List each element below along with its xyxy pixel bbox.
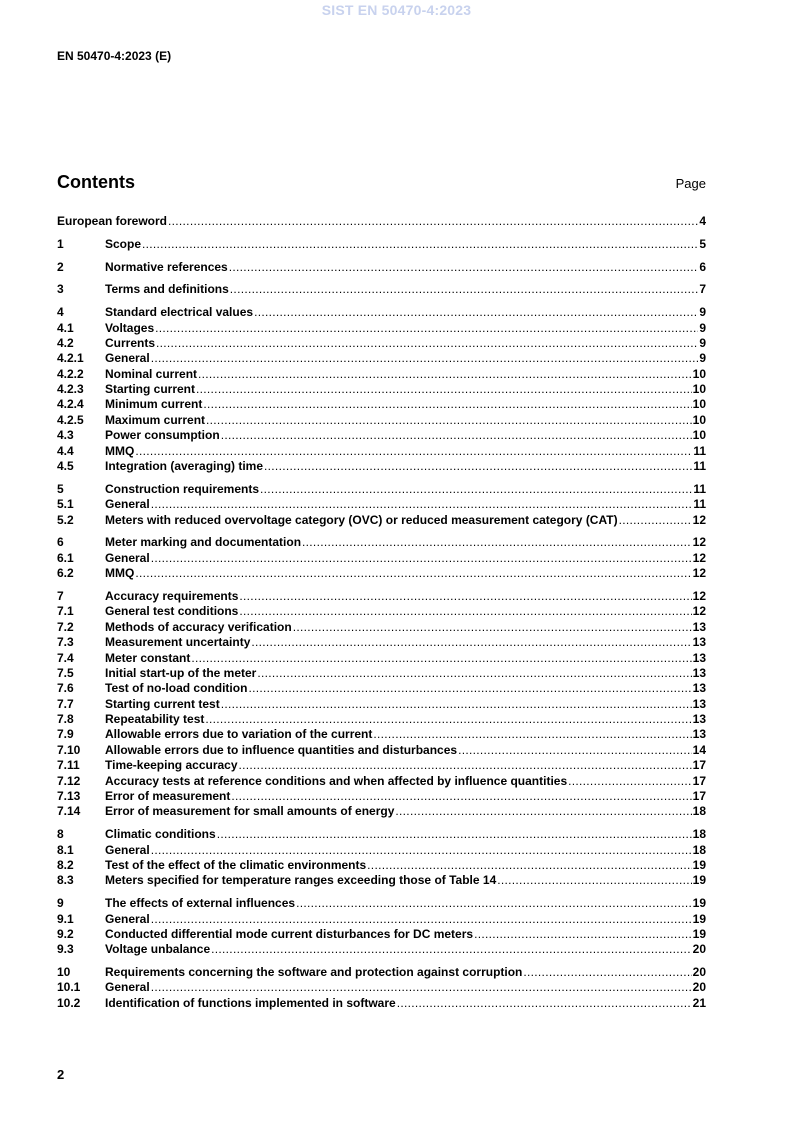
toc-dot-leader: [254, 305, 698, 320]
toc-entry-page: 9: [699, 320, 706, 335]
toc-dot-leader: [203, 397, 691, 412]
toc-entry-number: 3: [57, 282, 64, 297]
toc-entry-title: Measurement uncertainty: [105, 635, 251, 650]
toc-entry-title: Initial start-up of the meter: [105, 665, 257, 680]
toc-entry-title: Error of measurement for small amounts of energy: [105, 804, 395, 819]
toc-entry[interactable]: [57, 896, 706, 911]
toc-dot-leader: [251, 635, 691, 650]
toc-entry-title: General: [105, 980, 150, 995]
toc-dot-leader: [229, 260, 699, 275]
toc-dot-leader: [239, 758, 692, 773]
toc-entry-number: 7.1: [57, 604, 74, 619]
watermark: SIST EN 50470-4:2023: [321, 2, 472, 18]
toc-entry-title: European foreword: [57, 214, 168, 228]
toc-entry[interactable]: [57, 535, 706, 550]
toc-entry-title: Methods of accuracy verification: [105, 619, 292, 634]
toc-dot-leader: [296, 896, 692, 911]
toc-dot-leader: [248, 681, 691, 696]
toc-entry-number: 7.7: [57, 696, 74, 711]
toc-dot-leader: [239, 604, 691, 619]
toc-entry-number: 4.3: [57, 428, 74, 443]
toc-dot-leader: [217, 827, 692, 842]
toc-entry-page: 11: [693, 443, 706, 458]
toc-entry-title: Power consumption: [105, 428, 220, 443]
table-of-contents: [57, 214, 706, 1019]
toc-dot-leader: [151, 980, 692, 995]
toc-dot-leader: [151, 551, 692, 566]
toc-entry-page: 9: [699, 335, 706, 350]
toc-entry-number: 1: [57, 236, 64, 251]
toc-entry-number: 4.2.5: [57, 412, 84, 427]
toc-entry-number: 4.2: [57, 335, 74, 350]
toc-entry[interactable]: [57, 351, 706, 366]
toc-dot-leader: [156, 336, 698, 351]
toc-entry-title: Minimum current: [105, 397, 203, 412]
toc-entry-page: 20: [692, 965, 706, 980]
toc-dot-leader: [497, 873, 691, 888]
toc-entry[interactable]: [57, 827, 706, 842]
toc-entry[interactable]: [57, 651, 706, 666]
toc-dot-leader: [142, 237, 698, 252]
toc-entry[interactable]: [57, 497, 706, 512]
toc-entry-page: 20: [692, 942, 706, 957]
toc-entry[interactable]: [57, 789, 706, 804]
toc-entry[interactable]: [57, 604, 706, 619]
toc-entry-title: Normative references: [105, 259, 228, 274]
toc-entry-number: 10.2: [57, 995, 81, 1010]
toc-entry-title: Meters with reduced overvoltage category (OVC) or reduced measurement category (CAT): [105, 512, 618, 527]
toc-entry-title: MMQ: [105, 443, 135, 458]
toc-entry[interactable]: [57, 912, 706, 927]
toc-dot-leader: [257, 666, 691, 681]
toc-entry-page: 10: [692, 412, 706, 427]
toc-entry-title: Integration (averaging) time: [105, 459, 264, 474]
toc-entry-title: General: [105, 842, 150, 857]
toc-dot-leader: [151, 497, 693, 512]
toc-entry-page: 18: [692, 804, 706, 819]
toc-entry[interactable]: [57, 727, 706, 742]
toc-entry-page: 13: [692, 696, 706, 711]
toc-entry[interactable]: [57, 681, 706, 696]
toc-entry-page: 13: [692, 665, 706, 680]
toc-entry-number: 7.10: [57, 742, 81, 757]
toc-entry-title: Terms and definitions: [105, 282, 229, 297]
toc-entry[interactable]: [57, 413, 706, 428]
toc-entry-title: General: [105, 351, 150, 366]
toc-entry-page: 13: [692, 619, 706, 634]
toc-entry-number: 4.2.3: [57, 382, 84, 397]
toc-entry-title: MMQ: [105, 566, 135, 581]
toc-entry-title: Meters specified for temperature ranges exceeding those of Table 14: [105, 873, 497, 888]
toc-entry[interactable]: [57, 712, 706, 727]
toc-group: [57, 237, 706, 252]
toc-entry-title: Voltage unbalance: [105, 942, 211, 957]
toc-entry-title: General test conditions: [105, 604, 239, 619]
toc-entry-title: Maximum current: [105, 412, 206, 427]
toc-entry-title: Construction requirements: [105, 481, 260, 496]
toc-entry-page: 7: [699, 282, 706, 297]
toc-entry-page: 13: [692, 635, 706, 650]
toc-entry-number: 7.5: [57, 665, 74, 680]
toc-dot-leader: [231, 789, 691, 804]
toc-entry[interactable]: [57, 980, 706, 995]
toc-entry-page: 17: [692, 758, 706, 773]
toc-entry[interactable]: [57, 666, 706, 681]
toc-entry-title: General: [105, 550, 150, 565]
toc-entry[interactable]: [57, 551, 706, 566]
page-column-label: Page: [675, 176, 706, 191]
toc-entry-number: 8.1: [57, 842, 74, 857]
toc-entry[interactable]: [57, 804, 706, 819]
toc-group: [57, 260, 706, 275]
toc-entry-title: Standard electrical values: [105, 305, 254, 320]
toc-entry-page: 10: [692, 382, 706, 397]
toc-entry-number: 7.4: [57, 650, 74, 665]
toc-entry[interactable]: [57, 843, 706, 858]
toc-entry[interactable]: [57, 589, 706, 604]
toc-entry-title: Starting current test: [105, 696, 220, 711]
toc-entry[interactable]: [57, 336, 706, 351]
toc-entry-page: 5: [699, 236, 706, 251]
toc-entry-number: 9: [57, 896, 64, 911]
toc-dot-leader: [264, 459, 692, 474]
toc-entry-title: Accuracy requirements: [105, 588, 239, 603]
toc-entry-page: 14: [692, 742, 706, 757]
toc-entry-page: 13: [692, 712, 706, 727]
toc-entry[interactable]: [57, 873, 706, 888]
toc-dot-leader: [260, 482, 692, 497]
toc-entry-number: 7.11: [57, 758, 80, 773]
toc-entry-page: 21: [692, 995, 706, 1010]
toc-entry[interactable]: [57, 758, 706, 773]
toc-entry-number: 8.2: [57, 857, 74, 872]
toc-dot-leader: [239, 589, 691, 604]
toc-entry-title: Meter constant: [105, 650, 191, 665]
toc-entry-page: 12: [692, 512, 706, 527]
toc-dot-leader: [211, 942, 692, 957]
toc-dot-leader: [135, 566, 691, 581]
toc-entry-title: Repeatability test: [105, 712, 205, 727]
toc-dot-leader: [458, 743, 692, 758]
toc-entry-page: 13: [692, 650, 706, 665]
toc-entry-page: 11: [693, 459, 706, 474]
toc-entry-title: Scope: [105, 236, 142, 251]
toc-entry-number: 4.2.4: [57, 397, 84, 412]
toc-dot-leader: [395, 804, 691, 819]
toc-entry-title: The effects of external influences: [105, 896, 296, 911]
toc-dot-leader: [302, 535, 692, 550]
toc-dot-leader: [191, 651, 691, 666]
toc-entry[interactable]: [57, 305, 706, 320]
toc-entry-page: 10: [692, 397, 706, 412]
toc-entry-number: 9.1: [57, 911, 74, 926]
toc-entry-title: Test of the effect of the climatic environments: [105, 857, 367, 872]
toc-entry-number: 7: [57, 588, 64, 603]
toc-entry[interactable]: [57, 282, 706, 297]
toc-entry-page: 12: [692, 604, 706, 619]
toc-dot-leader: [367, 858, 691, 873]
toc-entry-title: General: [105, 497, 150, 512]
toc-entry-title: Accuracy tests at reference conditions and when affected by influence quantities: [105, 773, 568, 788]
toc-entry-page: 18: [692, 842, 706, 857]
toc-entry[interactable]: [57, 321, 706, 336]
toc-dot-leader: [568, 774, 692, 789]
toc-entry-title: Time-keeping accuracy: [105, 758, 238, 773]
toc-entry-number: 4.2.2: [57, 366, 84, 381]
toc-group: [57, 589, 706, 820]
toc-entry[interactable]: [57, 513, 706, 528]
toc-entry[interactable]: [57, 260, 706, 275]
toc-entry-title: Error of measurement: [105, 789, 231, 804]
toc-dot-leader: [397, 996, 692, 1011]
toc-entry-number: 5.2: [57, 512, 74, 527]
toc-entry-page: 10: [692, 428, 706, 443]
toc-entry-number: 7.12: [57, 773, 81, 788]
toc-entry-number: 7.6: [57, 681, 74, 696]
toc-entry-page: 13: [692, 681, 706, 696]
toc-entry-page: 11: [693, 497, 706, 512]
toc-entry-page: 6: [699, 259, 706, 274]
toc-dot-leader: [293, 620, 692, 635]
toc-entry-page: 20: [692, 980, 706, 995]
toc-dot-leader: [523, 965, 691, 980]
toc-dot-leader: [230, 282, 699, 297]
toc-entry[interactable]: [57, 942, 706, 957]
toc-dot-leader: [474, 927, 692, 942]
toc-entry[interactable]: [57, 927, 706, 942]
toc-group: [57, 214, 706, 229]
toc-dot-leader: [151, 351, 699, 366]
toc-entry-page: 12: [692, 566, 706, 581]
toc-dot-leader: [168, 214, 698, 229]
toc-entry[interactable]: [57, 428, 706, 443]
toc-entry-title: Allowable errors due to variation of the current: [105, 727, 373, 742]
toc-entry-title: Voltages: [105, 320, 155, 335]
toc-entry[interactable]: [57, 459, 706, 474]
toc-entry[interactable]: [57, 237, 706, 252]
toc-entry-number: 9.3: [57, 942, 74, 957]
toc-entry-number: 4.1: [57, 320, 74, 335]
toc-entry-number: 6.2: [57, 566, 74, 581]
toc-entry-title: Allowable errors due to influence quantities and disturbances: [105, 742, 458, 757]
toc-entry-page: 19: [692, 896, 706, 911]
toc-entry-title: Meter marking and documentation: [105, 535, 302, 550]
toc-entry-title: Requirements concerning the software and protection against corruption: [105, 965, 523, 980]
toc-entry[interactable]: [57, 214, 706, 229]
toc-entry[interactable]: [57, 965, 706, 980]
toc-entry-number: 4.5: [57, 459, 74, 474]
toc-entry-number: 7.9: [57, 727, 74, 742]
toc-dot-leader: [135, 444, 692, 459]
toc-dot-leader: [221, 697, 692, 712]
toc-entry[interactable]: [57, 697, 706, 712]
toc-entry-page: 17: [692, 789, 706, 804]
toc-entry-number: 6: [57, 535, 64, 550]
toc-entry-title: Currents: [105, 335, 156, 350]
toc-entry-number: 5: [57, 481, 64, 496]
toc-entry[interactable]: [57, 382, 706, 397]
toc-entry[interactable]: [57, 566, 706, 581]
toc-dot-leader: [373, 727, 691, 742]
toc-entry[interactable]: [57, 858, 706, 873]
toc-entry-number: 6.1: [57, 550, 74, 565]
toc-entry-number: 5.1: [57, 497, 74, 512]
toc-entry[interactable]: [57, 620, 706, 635]
toc-entry[interactable]: [57, 482, 706, 497]
page-number: 2: [57, 1067, 65, 1082]
toc-entry[interactable]: [57, 996, 706, 1011]
toc-entry-title: Conducted differential mode current disturbances for DC meters: [105, 926, 474, 941]
toc-entry-page: 13: [692, 727, 706, 742]
toc-entry-number: 4.2.1: [57, 351, 84, 366]
toc-entry-number: 7.14: [57, 804, 81, 819]
toc-group: [57, 827, 706, 889]
toc-entry-page: 9: [699, 305, 706, 320]
contents-header: [57, 172, 706, 193]
toc-group: [57, 282, 706, 297]
toc-group: [57, 535, 706, 581]
toc-entry-number: 10: [57, 965, 71, 980]
toc-entry-page: 12: [692, 588, 706, 603]
toc-entry-number: 2: [57, 259, 64, 274]
toc-entry-title: General: [105, 911, 150, 926]
toc-entry-number: 4: [57, 305, 64, 320]
toc-entry[interactable]: [57, 444, 706, 459]
toc-entry-page: 19: [692, 926, 706, 941]
toc-entry-number: 9.2: [57, 926, 74, 941]
toc-entry-title: Identification of functions implemented in software: [105, 995, 396, 1010]
toc-entry-title: Starting current: [105, 382, 196, 397]
toc-dot-leader: [221, 428, 692, 443]
toc-entry[interactable]: [57, 635, 706, 650]
toc-entry-number: 4.4: [57, 443, 74, 458]
toc-entry-page: 4: [699, 214, 706, 228]
toc-dot-leader: [619, 513, 692, 528]
document-id: EN 50470-4:2023 (E): [57, 49, 172, 63]
toc-entry-number: 8.3: [57, 873, 74, 888]
toc-entry-page: 12: [692, 550, 706, 565]
toc-entry[interactable]: [57, 397, 706, 412]
toc-entry-number: 7.13: [57, 789, 81, 804]
toc-entry[interactable]: [57, 367, 706, 382]
toc-dot-leader: [151, 843, 692, 858]
toc-dot-leader: [206, 413, 692, 428]
toc-dot-leader: [196, 382, 692, 397]
toc-entry[interactable]: [57, 743, 706, 758]
toc-entry-title: Test of no-load condition: [105, 681, 248, 696]
toc-entry-page: 9: [699, 351, 706, 366]
toc-entry-page: 19: [692, 873, 706, 888]
toc-group: [57, 305, 706, 474]
toc-dot-leader: [155, 321, 698, 336]
toc-entry-page: 19: [692, 911, 706, 926]
toc-group: [57, 965, 706, 1011]
toc-entry-page: 10: [692, 366, 706, 381]
toc-entry-number: 10.1: [57, 980, 81, 995]
toc-group: [57, 896, 706, 958]
toc-entry-page: 17: [692, 773, 706, 788]
toc-dot-leader: [205, 712, 691, 727]
toc-entry-title: Nominal current: [105, 366, 198, 381]
contents-title: Contents: [57, 172, 135, 192]
toc-entry-page: 18: [692, 827, 706, 842]
toc-dot-leader: [151, 912, 692, 927]
toc-entry[interactable]: [57, 774, 706, 789]
toc-entry-page: 19: [692, 857, 706, 872]
toc-entry-number: 8: [57, 827, 64, 842]
toc-entry-title: Climatic conditions: [105, 827, 216, 842]
toc-entry-number: 7.2: [57, 619, 74, 634]
toc-entry-number: 7.8: [57, 712, 74, 727]
toc-entry-page: 11: [693, 481, 706, 496]
toc-group: [57, 482, 706, 528]
toc-entry-number: 7.3: [57, 635, 74, 650]
toc-entry-page: 12: [692, 535, 706, 550]
toc-dot-leader: [198, 367, 692, 382]
